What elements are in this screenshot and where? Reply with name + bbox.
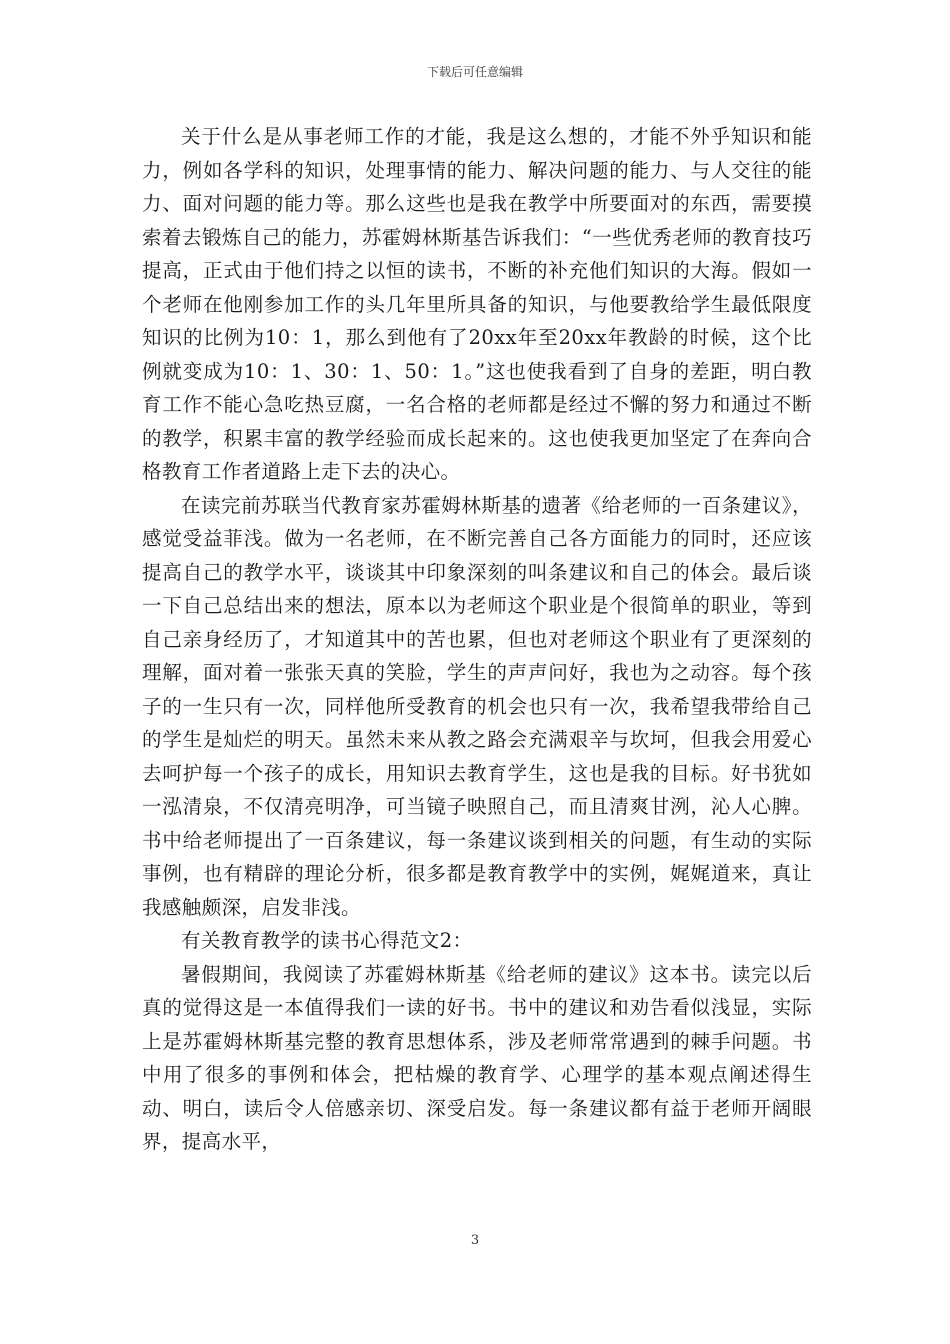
- paragraph: 暑假期间，我阅读了苏霍姆林斯基《给老师的建议》这本书。读完以后真的觉得这是一本值得我们一读的好书。书中的建议和劝告看似浅显，实际上是苏霍姆林斯基完整的教育思想体系，涉及老师常常遇到的棘手问题。书中用了很多的事例和体会，把枯燥的教育学、心理学的基本观点阐述得生动、明白，读后令人倍感亲切、深受启发。每一条建议都有益于老师开阔眼界，提高水平，: [142, 962, 812, 1153]
- document-body: [142, 120, 812, 1159]
- section-heading: 有关教育教学的读书心得范文2：: [181, 929, 473, 952]
- page-number: 3: [470, 1233, 480, 1248]
- page-header: 下载后可任意编辑: [426, 65, 523, 79]
- paragraph: 关于什么是从事老师工作的才能，我是这么想的，才能不外乎知识和能力，例如各学科的知识，处理事情的能力、解决问题的能力、与人交往的能力、面对问题的能力等。那么这些也是我在教学中所要面对的东西，需要摸索着去锻炼自己的能力，苏霍姆林斯基告诉我们：“一些优秀老师的教育技巧提高，正式由于他们持之以恒的读书，不断的补充他们知识的大海。假如一个老师在他刚参加工作的头几年里所具备的知识，与他要教给学生最低限度知识的比例为10：1，那么到他有了20xx年至20xx年教龄的时候，这个比例就变成为10：1、30：1、50：1。”这也使我看到了自身的差距，明白教育工作不能心急吃热豆腐，一名合格的老师都是经过不懈的努力和通过不断的教学，积累丰富的教学经验而成长起来的。这也使我更加坚定了在奔向合格教育工作者道路上走下去的决心。: [142, 125, 812, 483]
- paragraph: 在读完前苏联当代教育家苏霍姆林斯基的遗著《给老师的一百条建议》，感觉受益菲浅。做为一名老师，在不断完善自己各方面能力的同时，还应该提高自己的教学水平，谈谈其中印象深刻的叫条建议和自己的体会。最后谈一下自己总结出来的想法，原本以为老师这个职业是个很简单的职业，等到自己亲身经历了，才知道其中的苦也累，但也对老师这个职业有了更深刻的理解，面对着一张张天真的笑脸，学生的声声问好，我也为之动容。每个孩子的一生只有一次，同样他所受教育的机会也只有一次，我希望我带给自己的学生是灿烂的明天。虽然未来从教之路会充满艰辛与坎坷，但我会用爱心去呵护每一个孩子的成长，用知识去教育学生，这也是我的目标。好书犹如一泓清泉，不仅清亮明净，可当镜子映照自己，而且清爽甘洌，沁人心脾。书中给老师提出了一百条建议，每一条建议谈到相关的问题，有生动的实际事例，也有精辟的理论分析，很多都是教育教学中的实例，娓娓道来，真让我感触颇深，启发非浅。: [142, 493, 812, 919]
